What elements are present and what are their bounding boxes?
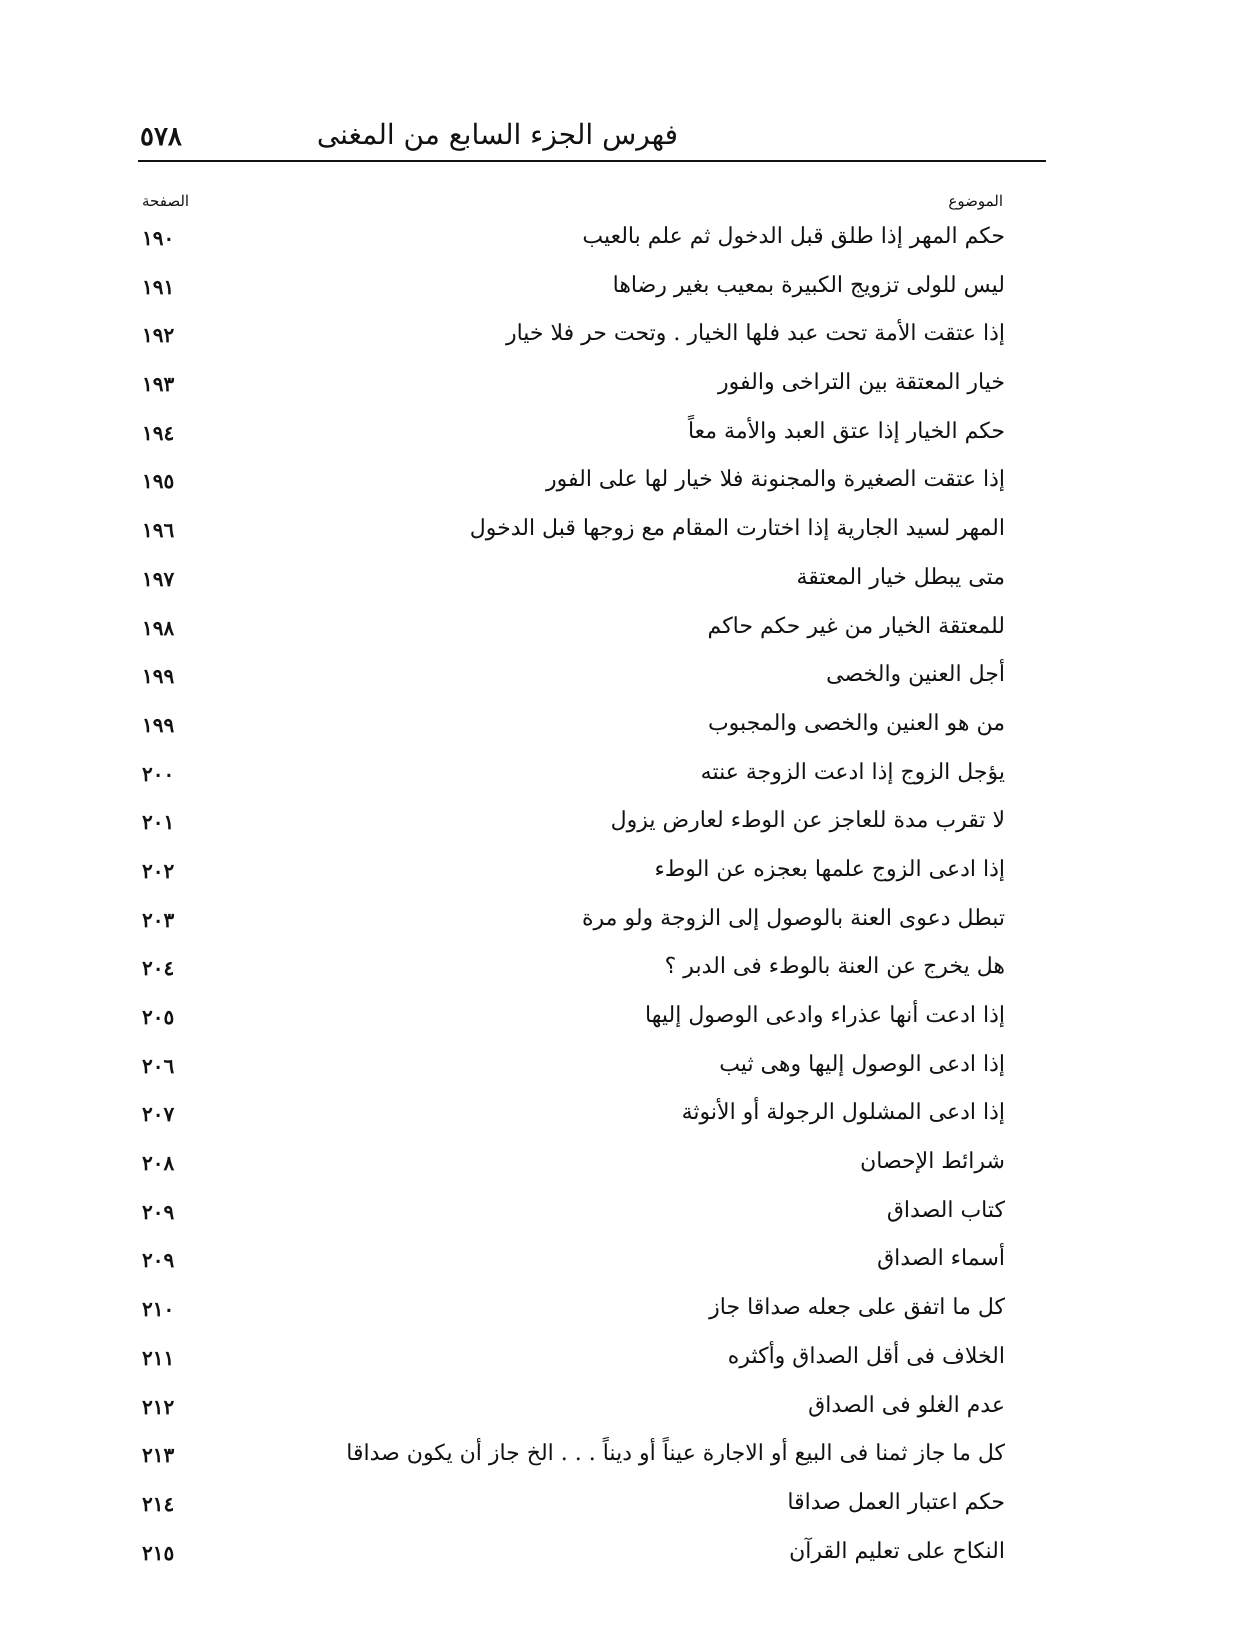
entry-page-number: ٢٠٨ [142,1151,175,1176]
entry-title: ليس للولى تزويج الكبيرة بمعيب بغير رضاها [612,272,1005,298]
index-entry [0,1342,1253,1391]
index-entry [0,1001,1253,1050]
entry-title: كل ما جاز ثمنا فى البيع أو الاجارة عيناً أو ديناً . . . الخ جاز أن يكون صداقا [346,1441,1005,1467]
index-entry [0,417,1253,466]
entry-page-number: ١٩٩ [142,712,175,737]
entry-title: حكم الخيار إذا عتق العبد والأمة معاً [687,418,1005,444]
index-entry [0,1196,1253,1245]
topic-column-label: الموضوع [948,192,1003,210]
index-entry [0,904,1253,953]
index-entry [0,1098,1253,1147]
entry-title: إذا ادعى الوصول إليها وهى ثيب [719,1051,1005,1077]
page-column-label: الصفحة [142,192,190,210]
entry-title: كل ما اتفق على جعله صداقا جاز [709,1295,1005,1321]
entry-page-number: ٢٠٠ [142,761,175,786]
entry-page-number: ٢٠٩ [142,1199,175,1224]
entry-title: إذا ادعى الزوج علمها بعجزه عن الوطء [654,856,1005,882]
entry-page-number: ٢١٥ [142,1540,175,1565]
entry-page-number: ٢٠٩ [142,1248,175,1273]
entry-page-number: ١٩٣ [142,372,175,397]
page-title: فهرس الجزء السابع من المغنى [316,118,678,151]
index-entry [0,222,1253,271]
entry-page-number: ١٩٦ [142,518,175,543]
entry-page-number: ٢٠٥ [142,1005,175,1029]
index-entry [0,806,1253,855]
entry-page-number: ٢١٠ [142,1297,175,1322]
index-list [0,222,1253,1585]
entry-page-number: ٢٠١ [142,810,175,835]
index-entry [0,1147,1253,1196]
index-entry [0,660,1253,709]
index-entry [0,1293,1253,1342]
entry-title: متى يبطل خيار المعتقة [796,564,1005,590]
index-entry [0,1050,1253,1099]
index-entry [0,514,1253,563]
entry-page-number: ٢٠٢ [142,858,175,883]
entry-page-number: ٢٠٣ [142,907,175,932]
entry-page-number: ١٩٩ [142,664,175,689]
entry-page-number: ٢١٢ [142,1394,175,1419]
entry-title: إذا ادعى المشلول الرجولة أو الأنوثة [681,1100,1005,1126]
entry-title: من هو العنين والخصى والمجبوب [707,710,1005,736]
entry-title: تبطل دعوى العنة بالوصول إلى الزوجة ولو مرة [582,905,1005,931]
index-entry [0,709,1253,758]
entry-title: لا تقرب مدة للعاجز عن الوطء لعارض يزول [610,808,1005,834]
entry-page-number: ٢٠٤ [142,956,175,981]
entry-title: كتاب الصداق [886,1197,1005,1223]
entry-title: إذا ادعت أنها عذراء وادعى الوصول إليها [645,1003,1005,1028]
index-entry [0,952,1253,1001]
entry-title: النكاح على تعليم القرآن [789,1538,1005,1564]
entry-page-number: ١٩٧ [142,566,175,591]
page-number: ٥٧٨ [140,122,182,152]
entry-page-number: ١٩٨ [142,615,175,640]
index-entry [0,368,1253,417]
entry-title: أسماء الصداق [877,1246,1005,1272]
entry-page-number: ١٩١ [142,274,175,299]
page-header [138,112,1038,164]
entry-title: حكم اعتبار العمل صداقا [787,1489,1005,1515]
entry-page-number: ١٩٢ [142,323,175,348]
index-entry [0,758,1253,807]
entry-page-number: ٢١٤ [142,1491,175,1516]
index-entry [0,1391,1253,1440]
index-entry [0,1488,1253,1537]
entry-page-number: ٢١٣ [142,1443,175,1468]
entry-title: للمعتقة الخيار من غير حكم حاكم [707,613,1005,639]
entry-title: أجل العنين والخصى [826,662,1005,688]
index-entry [0,1244,1253,1293]
entry-title: عدم الغلو فى الصداق [808,1392,1005,1418]
entry-title: يؤجل الزوج إذا ادعت الزوجة عنته [700,759,1005,785]
index-entry [0,1439,1253,1488]
entry-page-number: ٢١١ [142,1345,175,1370]
index-entry [0,319,1253,368]
entry-title: الخلاف فى أقل الصداق وأكثره [727,1343,1005,1369]
index-entry [0,612,1253,661]
entry-title: إذا عتقت الصغيرة والمجنونة فلا خيار لها على الفور [546,467,1005,493]
entry-title: هل يخرج عن العنة بالوطء فى الدبر ؟ [664,954,1005,980]
index-entry [0,1537,1253,1586]
entry-title: حكم المهر إذا طلق قبل الدخول ثم علم بالعيب [582,224,1005,249]
index-entry [0,855,1253,904]
header-divider [138,160,1046,162]
entry-title: شرائط الإحصان [860,1149,1005,1175]
index-entry [0,271,1253,320]
entry-page-number: ٢٠٦ [142,1053,175,1078]
entry-page-number: ١٩٤ [142,420,175,445]
entry-page-number: ٢٠٧ [142,1102,175,1127]
entry-title: المهر لسيد الجارية إذا اختارت المقام مع زوجها قبل الدخول [469,516,1005,542]
index-entry [0,563,1253,612]
entry-page-number: ١٩٠ [142,226,175,250]
entry-page-number: ١٩٥ [142,469,175,494]
entry-title: إذا عتقت الأمة تحت عبد فلها الخيار . وتحت حر فلا خيار [505,321,1005,347]
index-entry [0,465,1253,514]
entry-title: خيار المعتقة بين التراخى والفور [718,370,1005,396]
